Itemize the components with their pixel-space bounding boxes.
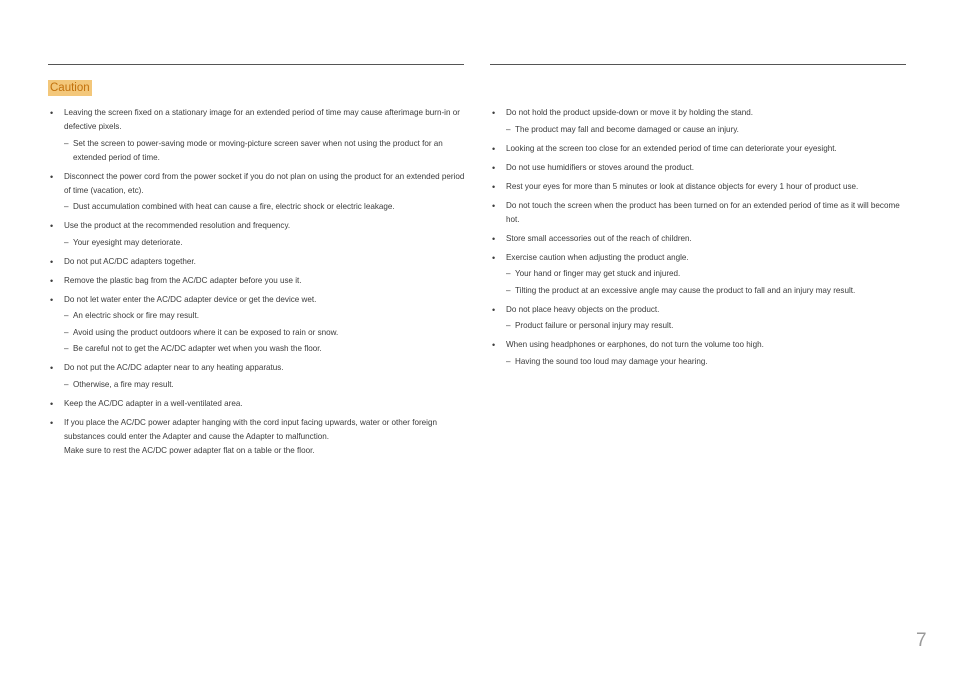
list-item xyxy=(48,293,466,357)
list-item-text: Do not use humidifiers or stoves around the product. xyxy=(506,162,695,172)
list-item xyxy=(48,361,466,392)
sub-list-item: – Be careful not to get the AC/DC adapter wet when you wash the floor. xyxy=(64,342,466,356)
sub-list-item: – Having the sound too loud may damage your hearing. xyxy=(506,355,900,369)
list-item-text: Exercise caution when adjusting the product angle. xyxy=(506,252,689,262)
list-item-text: Remove the plastic bag from the AC/DC adapter before you use it. xyxy=(64,275,302,285)
sub-list-item: – Product failure or personal injury may result. xyxy=(506,319,900,333)
list-item-text: When using headphones or earphones, do not turn the volume too high. xyxy=(506,340,764,349)
list-item-text: Looking at the screen too close for an extended period of time can deteriorate your eyesight. xyxy=(506,143,837,153)
sub-list xyxy=(64,200,466,214)
sub-list xyxy=(64,378,466,392)
list-item-text: Disconnect the power cord from the power socket if you do not plan on using the product for an extended period of time (vacation, etc). xyxy=(64,171,465,195)
list-item xyxy=(48,397,466,411)
sub-list xyxy=(506,355,900,369)
list-item xyxy=(490,338,900,369)
sub-list-item: – Set the screen to power-saving mode or moving-picture screen saver when not using the product for an extended period of time. xyxy=(64,137,466,165)
list-item xyxy=(490,142,900,156)
list-item xyxy=(48,170,466,215)
sub-list xyxy=(64,137,466,165)
right-column-list xyxy=(490,106,900,374)
list-item xyxy=(48,274,466,288)
sub-list-item: – Your hand or finger may get stuck and injured. xyxy=(506,267,900,281)
list-item-text: Leaving the screen fixed on a stationary image for an extended period of time may cause afterimage burn-in or defective pixels. xyxy=(64,108,460,131)
header-rule-right xyxy=(490,64,906,65)
sub-list xyxy=(506,319,900,333)
list-item-text: Do not let water enter the AC/DC adapter device or get the device wet. xyxy=(64,294,317,304)
list-item-text: Keep the AC/DC adapter in a well-ventilated area. xyxy=(64,398,243,408)
sub-list-item: – The product may fall and become damaged or cause an injury. xyxy=(506,123,900,137)
left-column-list xyxy=(48,106,466,463)
list-item xyxy=(490,251,900,298)
sub-list xyxy=(64,236,466,250)
list-item-text: Use the product at the recommended resolution and frequency. xyxy=(64,221,291,230)
list-item xyxy=(490,106,900,137)
list-item xyxy=(490,199,900,227)
list-item-text: Do not touch the screen when the product has been turned on for an extended period of time as it will become hot. xyxy=(506,200,900,224)
list-item-extra-text: Make sure to rest the AC/DC power adapter flat on a table or the floor. xyxy=(64,445,315,455)
list-item-text: If you place the AC/DC power adapter hanging with the cord input facing upwards, water or other foreign substances could enter the Adapter and cause the Adapter to malfunction. xyxy=(64,417,437,441)
list-item xyxy=(490,161,900,175)
caution-heading: Caution xyxy=(50,82,90,94)
header-rule-left xyxy=(48,64,464,65)
list-item-text: Store small accessories out of the reach of children. xyxy=(506,233,692,243)
list-item-text: Rest your eyes for more than 5 minutes or look at distance objects for every 1 hour of product use. xyxy=(506,181,859,191)
list-item-text: Do not place heavy objects on the product. xyxy=(506,304,660,314)
list-item xyxy=(490,232,900,246)
list-item xyxy=(490,180,900,194)
list-item xyxy=(48,416,466,458)
sub-list xyxy=(64,309,466,356)
sub-list-item: – Otherwise, a fire may result. xyxy=(64,378,466,392)
list-item xyxy=(48,219,466,250)
list-item xyxy=(490,303,900,334)
sub-list-item: – An electric shock or fire may result. xyxy=(64,309,466,323)
list-item-text: Do not put AC/DC adapters together. xyxy=(64,256,196,266)
list-item xyxy=(48,255,466,269)
list-item xyxy=(48,106,466,165)
list-item-text: Do not hold the product upside-down or move it by holding the stand. xyxy=(506,108,754,117)
sub-list-item: – Your eyesight may deteriorate. xyxy=(64,236,466,250)
sub-list xyxy=(506,123,900,137)
sub-list-item: – Tilting the product at an excessive angle may cause the product to fall and an injury may result. xyxy=(506,284,900,298)
sub-list-item: – Dust accumulation combined with heat can cause a fire, electric shock or electric leakage. xyxy=(64,200,466,214)
sub-list-item: – Avoid using the product outdoors where it can be exposed to rain or snow. xyxy=(64,326,466,340)
sub-list xyxy=(506,267,900,298)
page-number: 7 xyxy=(916,630,927,651)
list-item-text: Do not put the AC/DC adapter near to any heating apparatus. xyxy=(64,363,284,372)
